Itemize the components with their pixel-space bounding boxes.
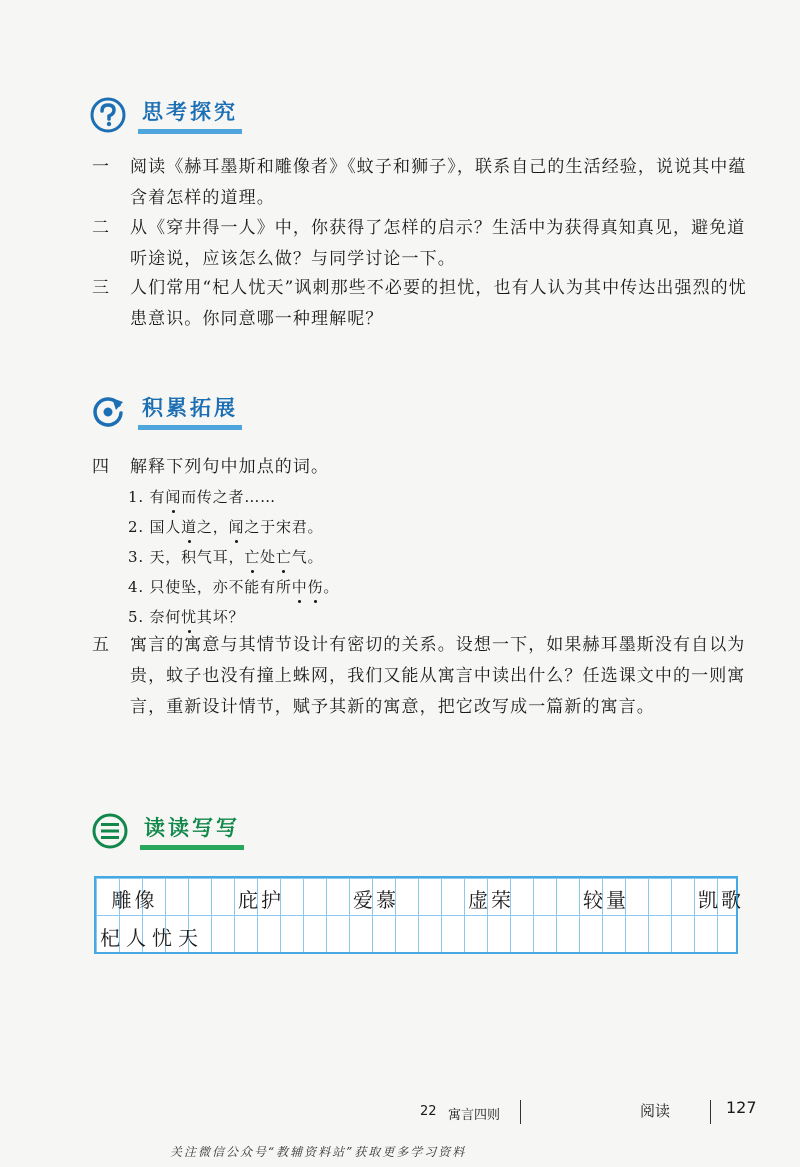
section-title-accumulate: 积累拓展 xyxy=(138,392,242,430)
sentence-2: 2. 国人道之，闻之于宋君。 xyxy=(128,518,324,536)
footer-divider xyxy=(710,1100,711,1124)
question-5 xyxy=(92,630,752,723)
dotted-char: 中 xyxy=(291,578,308,596)
section-header-readwrite xyxy=(92,812,244,850)
word: 较量 xyxy=(583,888,629,912)
question-number: 五 xyxy=(92,635,109,655)
dotted-char: 亡 xyxy=(244,548,261,566)
question-text: 从《穿井得一人》中，你获得了怎样的启示？生活中为获得真知真见，避免道听途说，应该怎么做？与同学讨论一下。 xyxy=(130,218,746,269)
dotted-char: 伤 xyxy=(307,578,324,596)
dotted-char: 闻 xyxy=(165,488,182,506)
word: 凯歌 xyxy=(698,888,744,912)
unit-label: 阅读 xyxy=(640,1102,671,1120)
word-row-2 xyxy=(100,922,230,951)
sentence-1: 1. 有闻而传之者…… xyxy=(128,488,276,506)
sentence-5: 5. 奈何忧其坏？ xyxy=(128,608,245,626)
question-number: 三 xyxy=(92,278,109,298)
lesson-number: 22 xyxy=(420,1104,437,1119)
sentence-3: 3. 天，积气耳，亡处亡气。 xyxy=(128,548,324,566)
sentence-4: 4. 只使坠，亦不能有所中伤。 xyxy=(128,578,340,596)
word: 杞人忧天 xyxy=(100,926,204,950)
question-number: 四 xyxy=(92,457,109,477)
watermark-text: 关注微信公众号“教辅资料站”获取更多学习资料 xyxy=(170,1145,467,1159)
word: 雕像 xyxy=(111,888,158,912)
footer-divider xyxy=(520,1100,521,1124)
question-text: 人们常用“杞人忧天”讽刺那些不必要的担忧，也有人认为其中传达出强烈的忧患意识。你同意哪一种理解呢？ xyxy=(130,278,747,329)
section-header-think xyxy=(90,96,242,134)
page-number: 127 xyxy=(726,1098,757,1117)
word: 爱慕 xyxy=(353,888,399,912)
section-title-readwrite: 读读写写 xyxy=(140,812,244,850)
section-title-think: 思考探究 xyxy=(138,96,242,134)
dotted-char: 闻 xyxy=(228,518,245,536)
question-number: 二 xyxy=(92,218,109,238)
question-number: 一 xyxy=(92,157,109,177)
word-grid xyxy=(94,876,744,954)
refresh-arrow-icon xyxy=(90,393,126,429)
question-text: 阅读《赫耳墨斯和雕像者》《蚊子和狮子》，联系自己的生活经验，说说其中蕴含着怎样的道理。 xyxy=(130,157,747,208)
question-icon xyxy=(90,97,126,133)
question-text: 解释下列句中加点的词。 xyxy=(130,457,330,477)
dotted-char: 道 xyxy=(181,518,197,536)
question-4 xyxy=(92,452,752,483)
question-2 xyxy=(92,213,752,275)
question-1 xyxy=(92,152,752,214)
word: 庇护 xyxy=(238,888,284,912)
word-row-1 xyxy=(100,884,744,913)
question-text: 寓言的寓意与其情节设计有密切的关系。设想一下，如果赫耳墨斯没有自以为贵，蚊子也没有撞上蛛网，我们又能从寓言中读出什么？任选课文中的一则寓言，重新设计情节，赋予其新的寓意，把它改写成一篇新的寓言。 xyxy=(130,635,746,717)
word: 虚荣 xyxy=(468,888,514,912)
question-3 xyxy=(92,273,752,335)
section-header-accumulate xyxy=(90,392,242,430)
dotted-char: 亡 xyxy=(275,548,292,566)
list-lines-icon xyxy=(92,813,128,849)
dotted-char: 忧 xyxy=(181,608,197,626)
lesson-title: 寓言四则 xyxy=(448,1108,501,1123)
